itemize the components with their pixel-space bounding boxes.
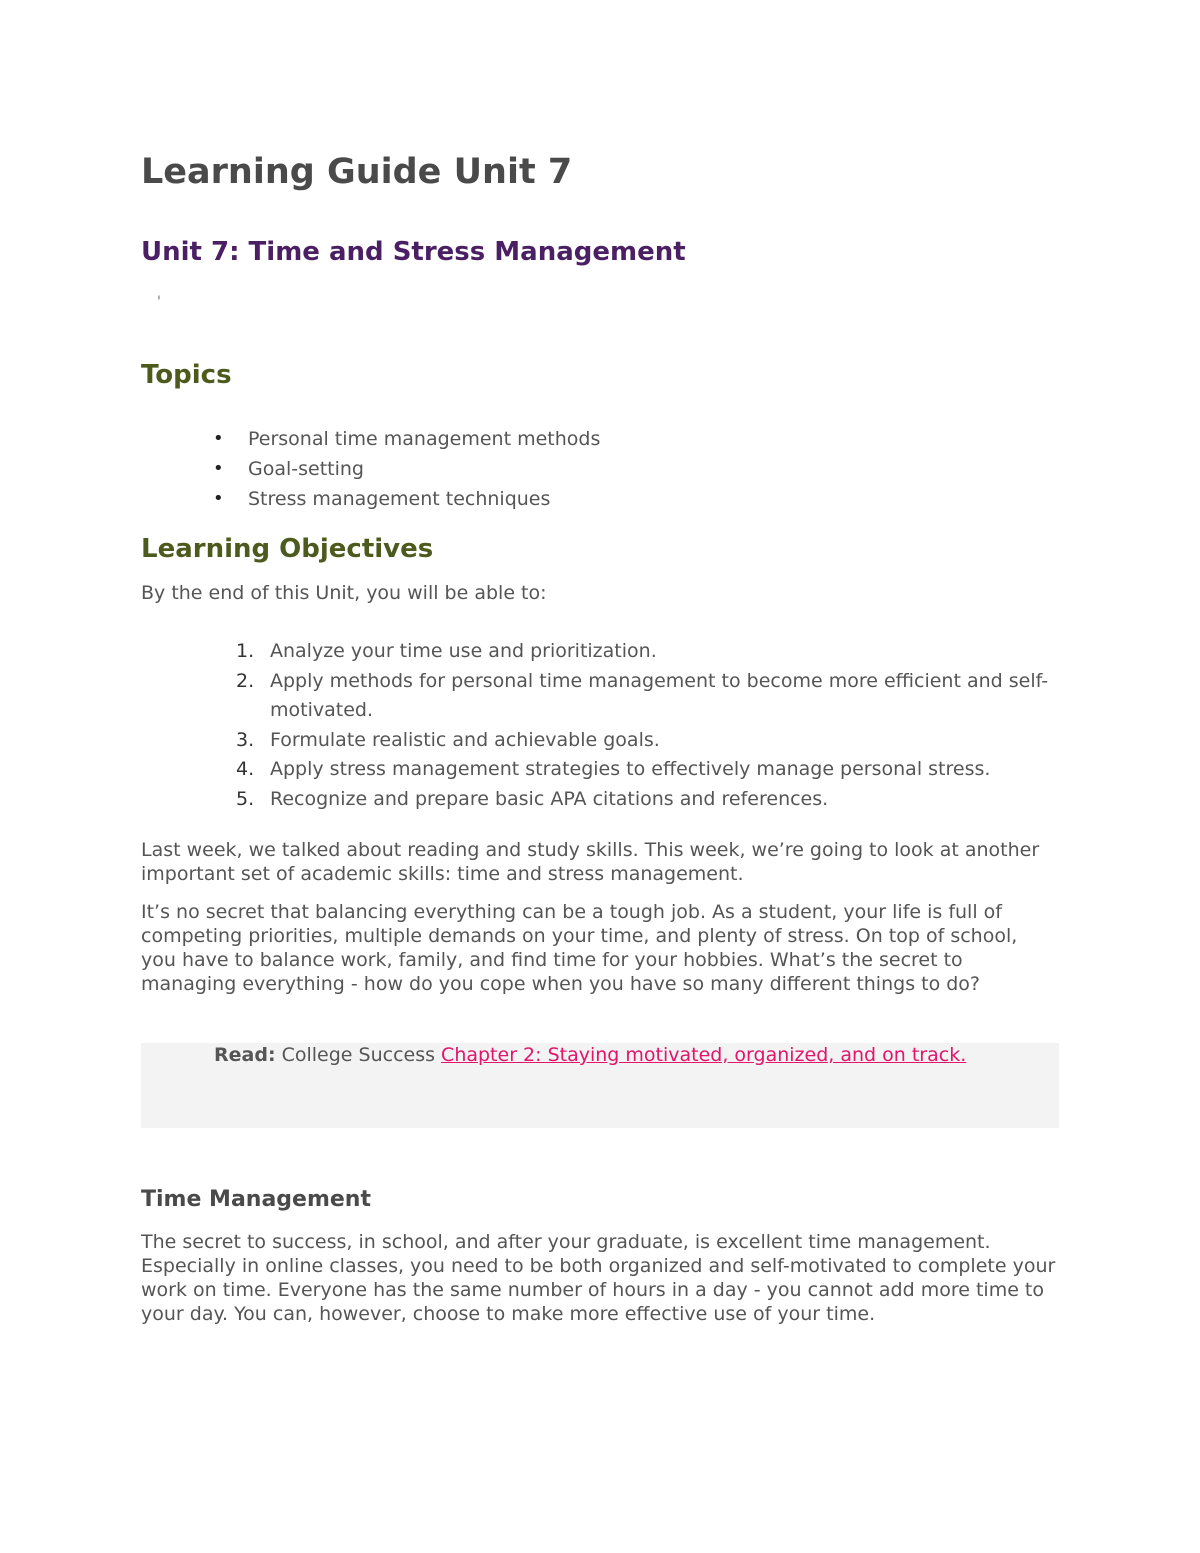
topics-heading: Topics [141,360,232,390]
topic-item [141,424,600,454]
objective-item [141,667,1070,726]
objective-number: 1. [236,640,255,662]
stray-mark: ' [157,294,161,310]
chapter-2-link[interactable]: Chapter 2: Staying motivated, organized, and on track. [441,1044,967,1066]
time-management-heading: Time Management [141,1187,371,1212]
topic-text: Personal time management methods [248,428,601,450]
topics-list [141,424,600,514]
topic-text: Goal-setting [248,458,364,480]
learning-objectives-heading: Learning Objectives [141,534,434,564]
objective-item [141,637,1070,667]
objective-text: Analyze your time use and prioritization. [270,640,657,662]
balance-paragraph: It’s no secret that balancing everything can be a tough job. As a student, your life is full of competing priorities, multiple demands on your time, and plenty of stress. On top of school, you have to balance work, family, and find time for your hobbies. What’s the secret to managing everything - how do you cope when you have so many different things to do? [141,901,1018,995]
intro-paragraph: Last week, we talked about reading and study skills. This week, we’re going to look at another important set of academic skills: time and stress management. [141,839,1040,885]
bullet-icon: • [213,428,224,449]
objective-text: Apply methods for personal time management to become more efficient and self-motivated. [270,669,1049,721]
bullet-icon: • [213,488,224,509]
objective-text: Apply stress management strategies to effectively manage personal stress. [270,758,991,780]
objective-text: Recognize and prepare basic APA citations and references. [270,787,829,810]
reading-callout [214,1044,966,1066]
objectives-intro: By the end of this Unit, you will be able to: [141,582,547,604]
objective-number: 3. [236,728,255,751]
objective-item [141,726,1070,756]
objectives-list [141,637,1070,814]
objective-item [141,785,1070,815]
topic-text: Stress management techniques [248,488,551,510]
objective-text: Formulate realistic and achievable goals. [270,728,660,751]
objective-number: 2. [236,669,255,692]
bullet-icon: • [213,458,224,479]
topic-item [141,454,600,484]
unit-heading: Unit 7: Time and Stress Management [141,237,686,267]
objective-number: 5. [236,787,255,810]
read-label: Read: [214,1044,276,1066]
objective-item [141,755,1070,785]
time-management-paragraph: The secret to success, in school, and after your graduate, is excellent time management. Especially in online classes, you need to be both organized and self-motivated to complete your work on time. Everyone has the same number of hours in a day - you cannot add more time to your day. You can, however, choose to make more effective use of your time. [141,1231,1056,1325]
document-title: Learning Guide Unit 7 [141,152,573,192]
objective-number: 4. [236,758,255,780]
read-source: College Success [275,1044,442,1066]
topic-item [141,484,600,514]
